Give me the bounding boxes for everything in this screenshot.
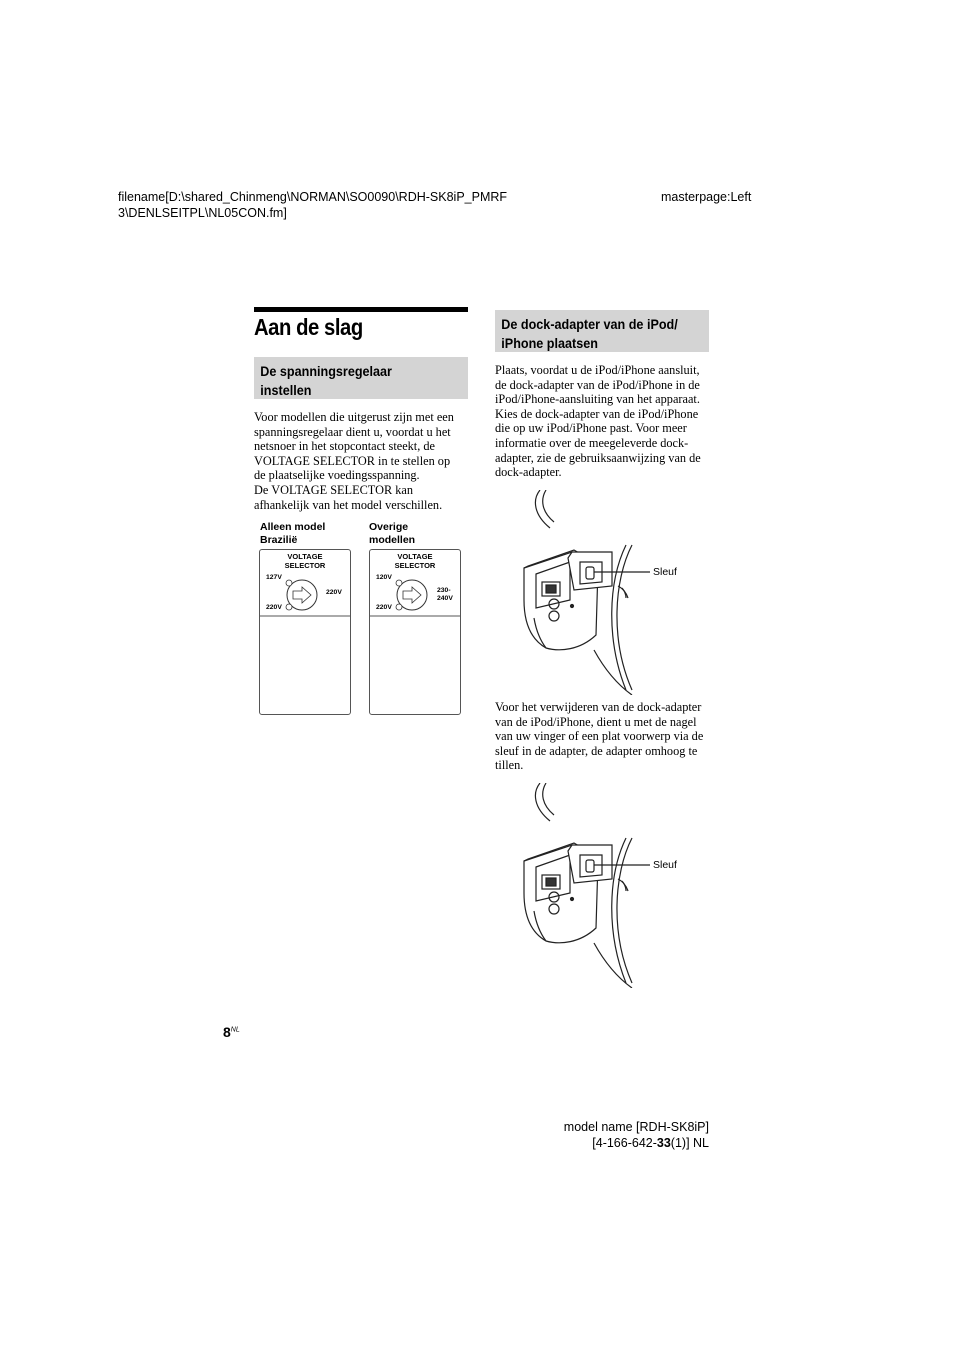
voltage-bottom-label: 220V <box>266 604 282 611</box>
selector-label-other <box>369 521 415 547</box>
voltage-selector-title-line: SELECTOR <box>394 561 436 570</box>
section-heading-dock-line1: De dock-adapter van de iPod/ <box>501 316 678 332</box>
dock-paragraph-line: Kies de dock-adapter van de iPod/iPhone <box>495 406 699 421</box>
dock-paragraph <box>495 363 717 480</box>
voltage-paragraph <box>254 410 474 512</box>
section-heading-voltage <box>254 357 468 399</box>
remove-paragraph-line: sleuf in de adapter, de adapter omhoog te <box>495 743 698 758</box>
selector-label-line: Overige <box>369 521 409 533</box>
voltage-selector-brazil <box>259 549 351 715</box>
page-number-suffix: NL <box>230 1026 240 1034</box>
voltage-right-label-line: 240V <box>437 595 453 602</box>
selector-label-line: modellen <box>369 534 416 546</box>
voltage-bottom-label: 220V <box>376 604 392 611</box>
voltage-paragraph-line: de plaatselijke voedingsspanning. <box>254 468 420 483</box>
dock-paragraph-line: die op uw iPod/iPhone past. Voor meer <box>495 421 687 436</box>
voltage-right-label-line: 230- <box>437 587 451 594</box>
section-heading-voltage-line2: instellen <box>260 382 312 398</box>
voltage-paragraph-line: spanningsregelaar dient u, voordat u het <box>254 424 451 439</box>
voltage-paragraph-line: VOLTAGE SELECTOR in te stellen op <box>254 453 451 468</box>
voltage-selector-title-line: SELECTOR <box>284 561 326 570</box>
section-heading-voltage-line1: De spanningsregelaar <box>260 363 392 379</box>
title-rule <box>254 307 468 312</box>
voltage-selector-other <box>369 549 461 715</box>
dock-paragraph-line: Plaats, voordat u de iPod/iPhone aansluit, <box>495 363 700 377</box>
model-code-suffix: (1)] NL <box>670 1136 709 1150</box>
voltage-top-label: 127V <box>266 574 282 581</box>
dock-paragraph-line: iPod/iPhone-aansluiting van het apparaat. <box>495 392 700 407</box>
model-info <box>540 1119 709 1151</box>
model-code-bold: 33 <box>656 1136 671 1150</box>
selector-label-line: Alleen model <box>260 521 326 533</box>
voltage-paragraph-line: Voor modellen die uitgerust zijn met een <box>254 410 454 424</box>
page-number <box>223 1024 240 1040</box>
page-number-value: 8 <box>223 1024 231 1040</box>
voltage-right-label <box>326 589 342 597</box>
remove-paragraph-line: van uw vinger of een plat voorwerp via de <box>495 729 704 744</box>
dock-paragraph-line: adapter, zie de gebruiksaanwijzing van de <box>495 450 701 465</box>
remove-paragraph-line: tillen. <box>495 758 524 773</box>
dock-adapter-removal-illustration <box>510 783 680 988</box>
sleuf-label-1: Sleuf <box>653 566 677 578</box>
selector-label-line: Brazilië <box>260 534 298 546</box>
remove-paragraph-line: Voor het verwijderen van de dock-adapter <box>495 700 702 714</box>
filename-header <box>118 189 507 221</box>
dock-adapter-illustration <box>510 490 680 695</box>
remove-paragraph-line: van de iPod/iPhone, dient u met de nagel <box>495 714 697 729</box>
selector-label-brazil <box>260 521 325 547</box>
sleuf-label-2: Sleuf <box>653 859 677 871</box>
dock-paragraph-line: informatie over de meegeleverde dock- <box>495 435 689 450</box>
section-heading-dock <box>495 310 709 352</box>
model-code-prefix: [4-166-642- <box>592 1136 657 1150</box>
remove-paragraph <box>495 700 717 773</box>
voltage-paragraph-line: afhankelijk van het model verschillen. <box>254 497 443 512</box>
voltage-paragraph-line: De VOLTAGE SELECTOR kan <box>254 482 413 497</box>
dock-paragraph-line: dock-adapter. <box>495 465 562 480</box>
model-name: model name [RDH-SK8iP] <box>563 1120 709 1134</box>
filename-line-2: 3\DENLSEITPL\NL05CON.fm] <box>118 206 287 220</box>
voltage-right-label-line: 220V <box>326 589 342 596</box>
model-code <box>540 1135 709 1151</box>
dock-paragraph-line: de dock-adapter van de iPod/iPhone in de <box>495 377 700 392</box>
voltage-right-label <box>437 587 453 603</box>
masterpage-label: masterpage:Left <box>661 190 752 204</box>
voltage-top-label: 120V <box>376 574 392 581</box>
voltage-paragraph-line: netsnoer in het stopcontact steekt, de <box>254 439 435 454</box>
voltage-selector-title-line: VOLTAGE <box>287 552 323 561</box>
page-title: Aan de slag <box>254 314 363 340</box>
section-heading-dock-line2: iPhone plaatsen <box>501 335 598 351</box>
filename-line-1: filename[D:\shared_Chinmeng\NORMAN\SO0090\RDH-SK8iP_PMRF <box>118 190 508 204</box>
voltage-selector-title-line: VOLTAGE <box>397 552 433 561</box>
